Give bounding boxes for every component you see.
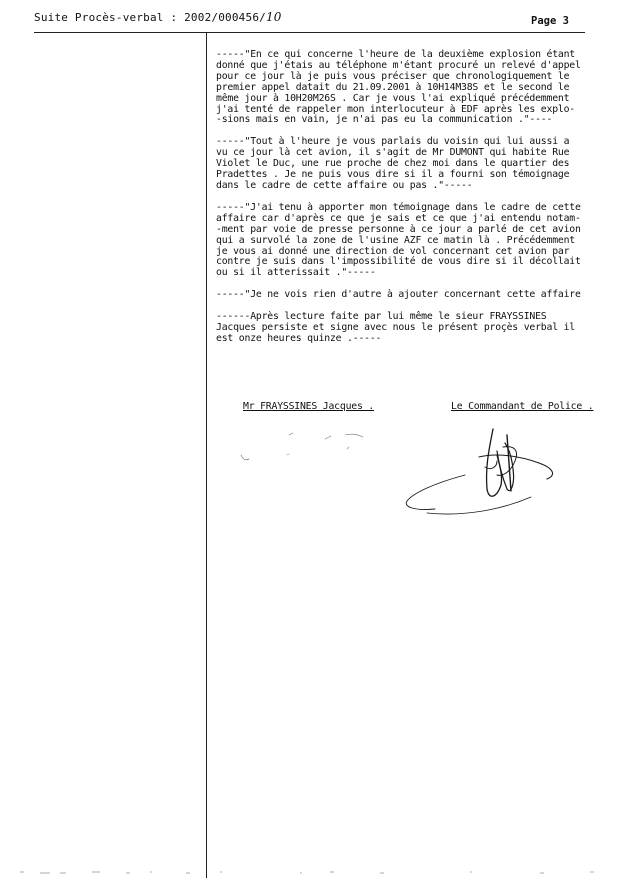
- text-line: même jour à 10H20M26S . Car je vous l'ai expliqué précédemment: [216, 92, 570, 104]
- text-line: -----"Tout à l'heure je vous parlais du voisin qui lui aussi a: [216, 136, 570, 148]
- text-line: vu ce jour là cet avion, il s'agit de Mr DUMONT qui habite Rue: [216, 147, 570, 159]
- text-line: pour ce jour là je puis vous préciser que chronologiquement le: [216, 70, 570, 82]
- text-line: qui a survolé la zone de l'usine AZF ce matin là . Précédemment: [216, 234, 575, 246]
- header-divider: [34, 32, 585, 33]
- statement-paragraph: [216, 203, 608, 279]
- text-line: -----"En ce qui concerne l'heure de la deuxième explosion étant: [216, 49, 575, 60]
- text-line: Jacques persiste et signe avec nous le présent proçès verbal il: [216, 322, 575, 334]
- margin-divider: [206, 33, 207, 878]
- text-line: -----"J'ai tenu à apporter mon témoignage dans le cadre de cette: [216, 201, 581, 213]
- text-line: ------Après lecture faite par lui même le sieur FRAYSSINES: [216, 311, 547, 323]
- text-line: Pradettes . Je ne puis vous dire si il a fourni son témoignage: [216, 169, 570, 181]
- text-line: est onze heures quinze .-----: [216, 332, 382, 344]
- text-line: Violet le Duc, une rue proche de chez moi dans le quartier des: [216, 158, 570, 170]
- page-number: Page 3: [531, 15, 569, 27]
- statement-body: [216, 50, 608, 345]
- text-line: -ment par voie de presse personne à ce jour a parlé de cet avion: [216, 223, 581, 235]
- scan-artifacts: [0, 858, 620, 878]
- text-line: j'ai tenté de rappeler mon interlocuteur à EDF après les explo-: [216, 103, 575, 115]
- handwritten-signature: [235, 405, 615, 535]
- handwritten-sheet-number: 10: [265, 10, 282, 24]
- reference-label: Suite Procès-verbal : 2002/000456/: [34, 11, 266, 24]
- text-line: ou si il atterissait ."-----: [216, 267, 376, 279]
- text-line: -----"Je ne vois rien d'autre à ajouter concernant cette affaire: [216, 289, 581, 301]
- text-line: -sions mais en vain, je n'ai pas eu la communication ."----: [216, 114, 553, 126]
- page-header: [34, 10, 604, 32]
- statement-paragraph: [216, 50, 608, 126]
- statement-paragraph: [216, 312, 608, 345]
- witness-signature-label: Mr FRAYSSINES Jacques .: [243, 401, 375, 412]
- document-reference: [34, 10, 282, 24]
- officer-signature-label: Le Commandant de Police .: [451, 401, 594, 412]
- text-line: je vous ai donné une direction de vol concernant cet avion par: [216, 245, 570, 257]
- text-line: affaire car d'après ce que je sais et ce que j'ai entendu notam-: [216, 212, 581, 224]
- statement-paragraph: [216, 290, 608, 301]
- text-line: dans le cadre de cette affaire ou pas ."-----: [216, 179, 473, 191]
- text-line: premier appel datait du 21.09.2001 à 10H14M38S et le second le: [216, 81, 570, 93]
- statement-paragraph: [216, 137, 608, 192]
- text-line: contre je suis dans l'impossibilité de vous dire si il décollait: [216, 256, 581, 268]
- text-line: donné que j'étais au téléphone m'étant procuré un relevé d'appel: [216, 59, 581, 71]
